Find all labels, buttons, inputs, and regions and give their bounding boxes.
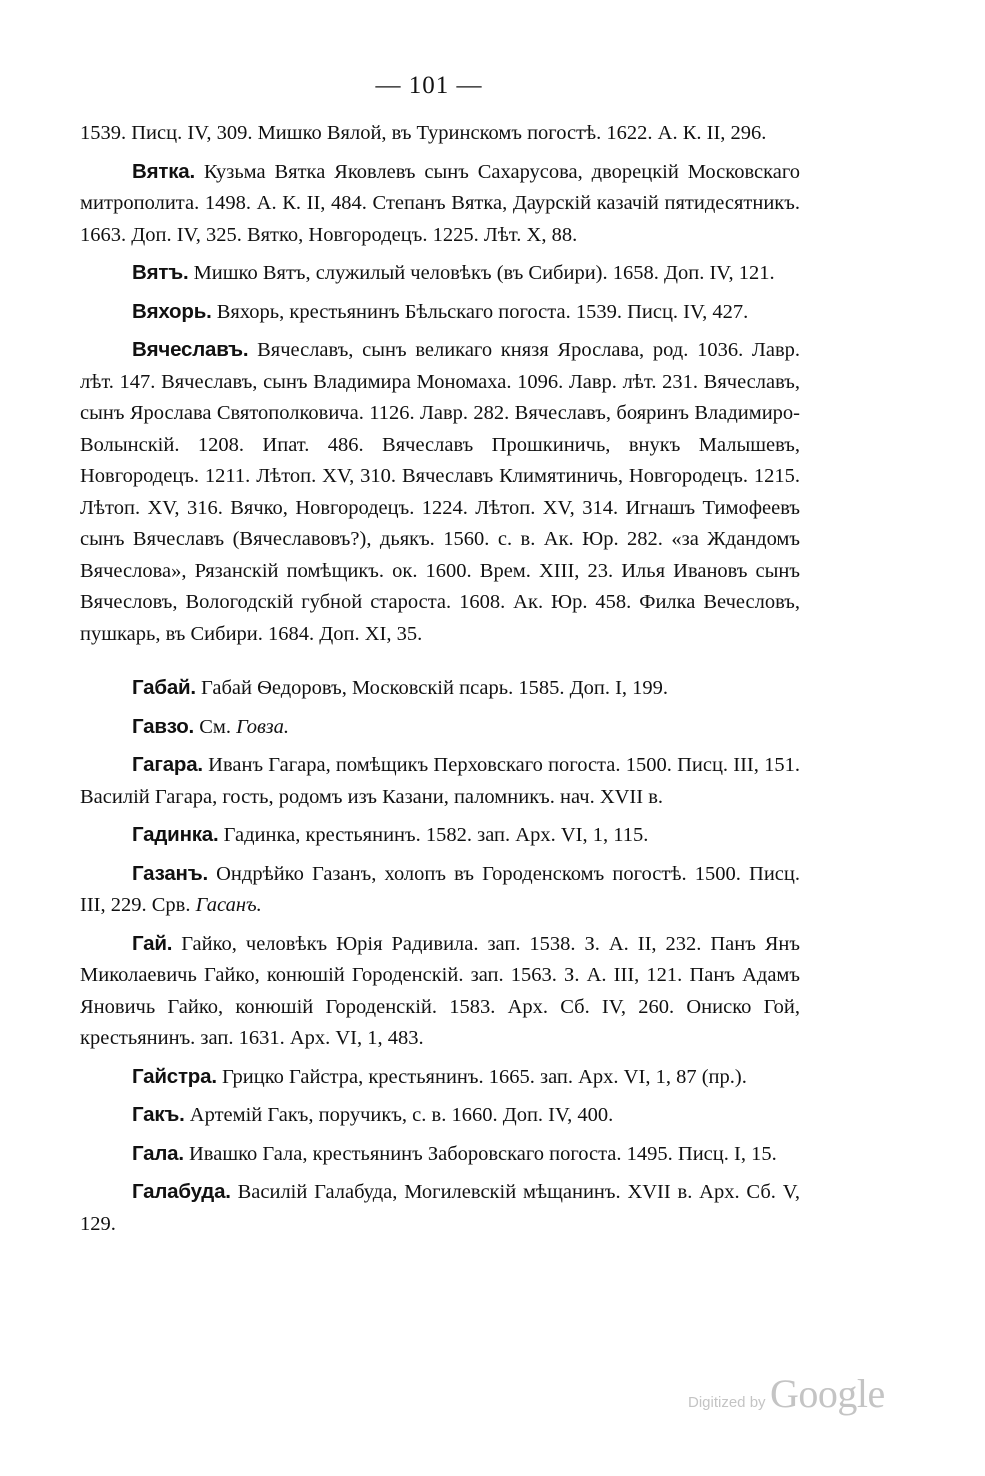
entry-gazan	[80, 858, 800, 922]
entry-headword: Вячеславъ.	[132, 338, 249, 361]
entry-gaistra	[80, 1061, 800, 1094]
entry-text: Гайко, человѣкъ Юрія Радивила. зап. 1538. З. А. II, 232. Панъ Янъ Миколаевичь Гайко, конюшій Городенскій. зап. 1563. З. А. III, 121. Панъ Адамъ Яновичь Гайко, конюшій Городенскій. 1583. Арх. Сб. IV, 260. Ониско Гой, крестьянинъ. зап. 1631. Арх. VI, 1, 483.	[80, 932, 800, 1049]
cross-reference: Гасанъ.	[195, 894, 262, 916]
page-number: — 101 —	[375, 72, 483, 99]
entry-text: Грицко Гайстра, крестьянинъ. 1665. зап. Арх. VI, 1, 87 (пр.).	[216, 1065, 747, 1088]
entry-headword: Газанъ.	[132, 861, 208, 885]
entry-headword: Габай.	[132, 676, 196, 699]
entry-text: Габай Ѳедоровъ, Московскій псарь. 1585. Доп. I, 199.	[195, 677, 669, 699]
entry-headword: Гай.	[132, 931, 173, 955]
entry-headword: Гагара.	[132, 753, 203, 776]
entry-text: Ондрѣйко Газанъ, холопъ въ Городенскомъ погостѣ. 1500. Писц. III, 229. Срв.	[80, 862, 800, 916]
entry-text: См.	[194, 715, 237, 738]
entry-gadinka	[80, 819, 800, 852]
entry-headword: Гайстра.	[132, 1064, 217, 1088]
entry-gavzo	[80, 711, 800, 744]
entry-text: Иванъ Гагара, помѣщикъ Перховскаго погоста. 1500. Писц. III, 151. Василій Гагара, гость, родомъ изъ Казани, паломникъ. нач. XVII в.	[80, 754, 800, 808]
entry-vyat	[80, 257, 800, 290]
entry-text: Кузьма Вятка Яковлевъ сынъ Сахарусова, дворецкій Московскаго митрополита. 1498. А. К. II, 484. Степанъ Вятка, Даурскій казачій пятидесятникъ. 1663. Доп. IV, 325. Вятко, Новгородецъ. 1225. Лѣт. X, 88.	[80, 160, 800, 246]
entry-text: Вяхорь, крестьянинъ Бѣльскаго погоста. 1539. Писц. IV, 427.	[211, 300, 749, 323]
cross-reference: Говза.	[236, 715, 289, 738]
entry-headword: Гадинка.	[132, 823, 219, 846]
entry-text: Ивашко Гала, крестьянинъ Заборовскаго погоста. 1495. Писц. I, 15.	[183, 1142, 777, 1165]
entry-text: Вячеславъ, сынъ великаго князя Ярослава, род. 1036. Лавр. лѣт. 147. Вячеславъ, сынъ Владимира Мономаха. 1096. Лавр. лѣт. 231. Вячеславъ, сынъ Ярослава Святополковича. 1126. Лавр. 282. Вячеславъ, бояринъ Владимиро-Волынскій. 1208. Ипат. 486. Вячеславъ Прошкиничь, внукъ Малышевъ, Новгородецъ. 1211. Лѣтоп. XV, 310. Вячеславъ Климятиничь, Новгородецъ. 1215. Лѣтоп. XV, 316. Вячко, Новгородецъ. 1224. Лѣтоп. XV, 314. Игнашъ Тимофеевъ сынъ Вячеславъ (Вячеславовъ?), дьякъ. 1560. с. в. Ак. Юр. 282. «за Ждандомъ Вячеслова», Рязанскій помѣщикъ. ок. 1600. Врем. XIII, 23. Илья Ивановъ сынъ Вячесловъ, Вологодскій губной староста. 1608. Ак. Юр. 458. Филка Вечесловъ, пушкарь, въ Сибири. 1684. Доп. XI, 35.	[80, 339, 800, 645]
entry-headword: Гакъ.	[132, 1103, 185, 1126]
entry-vyacheslav	[80, 334, 800, 650]
entry-gak	[80, 1099, 800, 1132]
entry-text: Гадинка, крестьянинъ. 1582. зап. Арх. VI, 1, 115.	[218, 824, 649, 846]
watermark-small-text: Digitized by	[688, 1394, 766, 1411]
entry-headword: Гавзо.	[132, 714, 195, 738]
entry-gai	[80, 928, 800, 1055]
entry-text: Мишко Вятъ, служилый человѣкъ (въ Сибири). 1658. Доп. IV, 121.	[188, 262, 775, 284]
entry-vyakhor	[80, 296, 800, 329]
entry-headword: Вятка.	[132, 159, 195, 183]
google-watermark	[688, 1370, 885, 1417]
entry-continuation	[80, 118, 800, 150]
entry-galabuda	[80, 1176, 800, 1240]
entry-gala	[80, 1138, 800, 1171]
entry-text: Артемій Гакъ, поручикъ, с. в. 1660. Доп. IV, 400.	[184, 1104, 614, 1126]
entry-headword: Вятъ.	[132, 261, 189, 284]
entry-gagara	[80, 749, 800, 813]
entry-gabai	[80, 672, 800, 705]
entry-headword: Галабуда.	[132, 1180, 231, 1203]
entry-text: Василій Галабуда, Могилевскій мѣщанинъ. XVII в. Арх. Сб. V, 129.	[80, 1181, 800, 1235]
dictionary-text	[80, 118, 800, 1246]
entry-text: 1539. Писц. IV, 309. Мишко Вялой, въ Туринскомъ погостѣ. 1622. А. К. II, 296.	[80, 122, 767, 144]
entry-headword: Вяхорь.	[132, 299, 212, 323]
entry-headword: Гала.	[132, 1141, 184, 1165]
entry-vyatka	[80, 156, 800, 252]
google-logo: Google	[770, 1371, 885, 1416]
